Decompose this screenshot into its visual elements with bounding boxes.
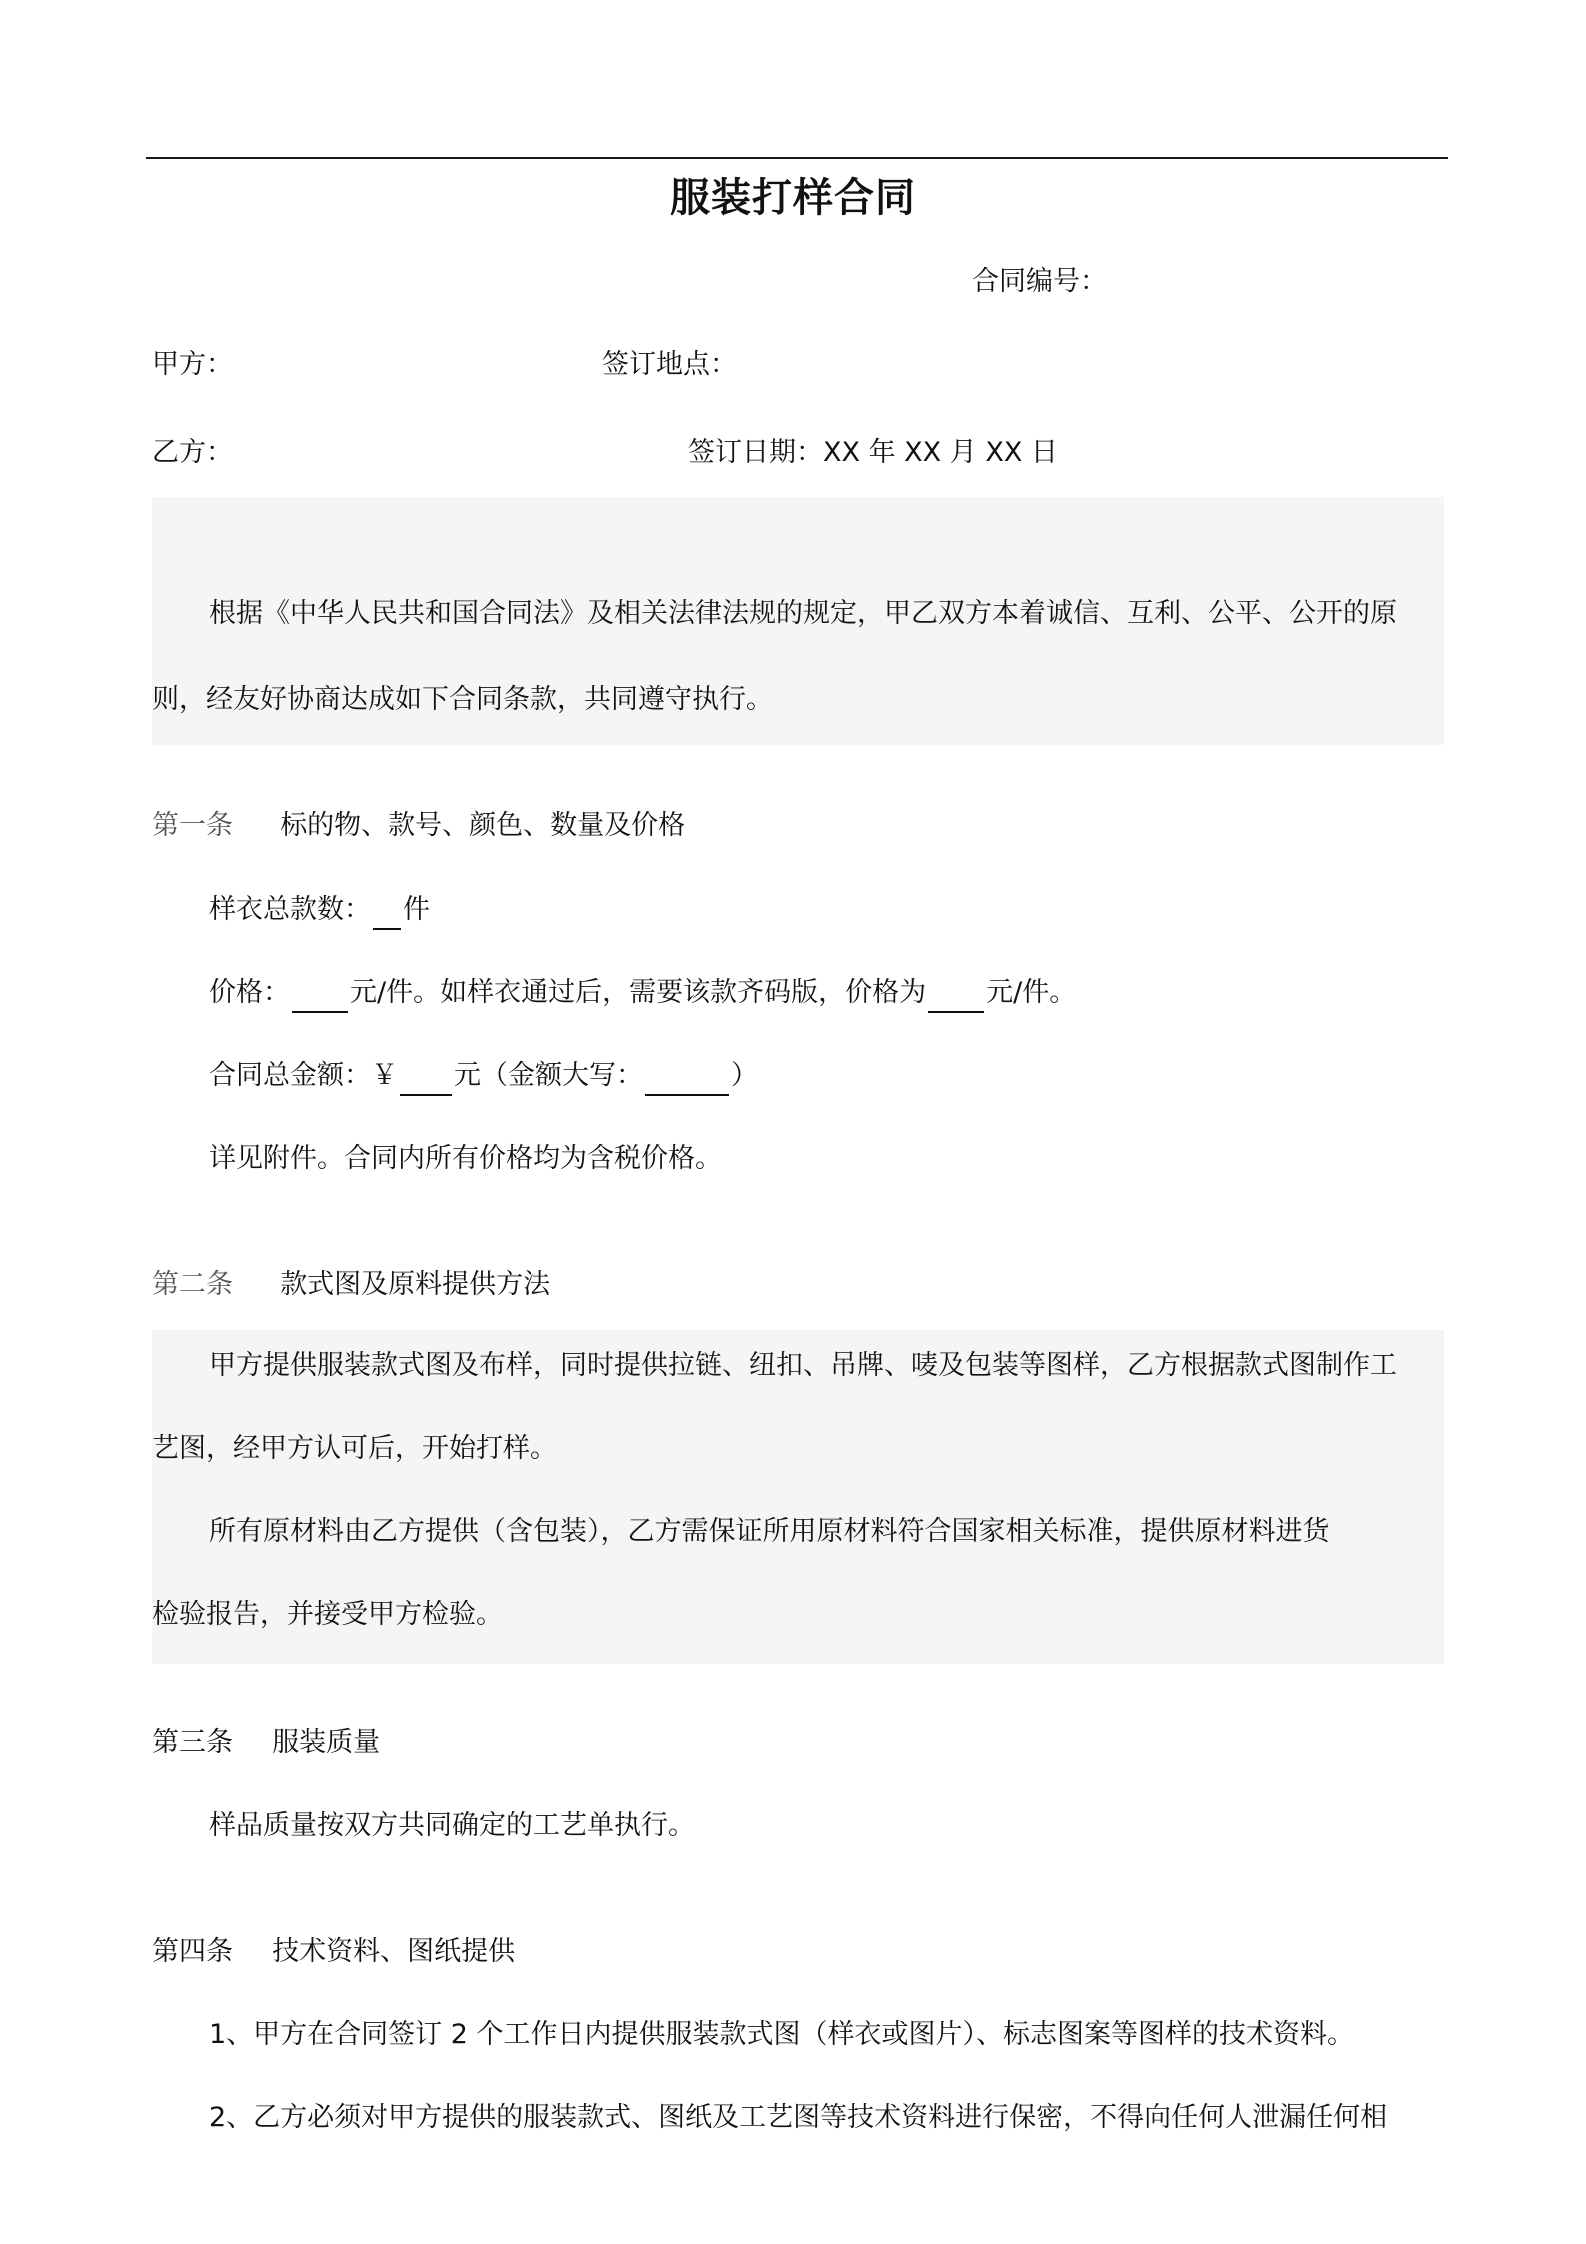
article-1-note: 详见附件。合同内所有价格均为含税价格。 bbox=[209, 1143, 722, 1174]
article-2-p1-line-2: 艺图，经甲方认可后，开始打样。 bbox=[152, 1433, 557, 1464]
price-unit-b: 元/件。 bbox=[986, 977, 1077, 1008]
price-unit-a: 元/件。如样衣通过后，需要该款齐码版，价格为 bbox=[350, 977, 927, 1008]
total-amount-end: ） bbox=[731, 1060, 758, 1091]
article-2-number: 第二条 bbox=[152, 1269, 233, 1300]
article-1-title: 标的物、款号、颜色、数量及价格 bbox=[280, 810, 686, 841]
article-3-body: 样品质量按双方共同确定的工艺单执行。 bbox=[209, 1810, 695, 1841]
article-1-heading bbox=[152, 806, 685, 846]
party-b-label: 乙方： bbox=[152, 437, 233, 468]
article-2-p2-line-2: 检验报告，并接受甲方检验。 bbox=[152, 1599, 503, 1630]
total-amount-mid: 元（金额大写： bbox=[454, 1060, 643, 1091]
article-4-heading bbox=[152, 1932, 515, 1972]
price-label: 价格： bbox=[209, 977, 290, 1008]
total-amount-label: 合同总金额：￥ bbox=[209, 1060, 398, 1091]
total-styles-unit: 件 bbox=[403, 894, 430, 925]
sign-date-label: 签订日期：XX 年 XX 月 XX 日 bbox=[688, 437, 1058, 468]
amount-in-words-blank[interactable] bbox=[645, 1064, 729, 1096]
sign-place-label: 签订地点： bbox=[602, 349, 737, 380]
header-rule bbox=[146, 157, 1448, 159]
article-4-number: 第四条 bbox=[152, 1936, 233, 1967]
article-2-heading bbox=[152, 1265, 550, 1305]
article-4-item-1: 1、甲方在合同签订 2 个工作日内提供服装款式图（样衣或图片）、标志图案等图样的技术资料。 bbox=[209, 2019, 1355, 2050]
article-3-heading bbox=[152, 1723, 380, 1763]
total-styles-line bbox=[209, 890, 430, 930]
article-4-title: 技术资料、图纸提供 bbox=[272, 1936, 516, 1967]
document-title: 服装打样合同 bbox=[670, 175, 916, 221]
preamble-line-2: 则，经友好协商达成如下合同条款，共同遵守执行。 bbox=[152, 684, 773, 715]
total-styles-label: 样衣总款数： bbox=[209, 894, 371, 925]
price-line bbox=[209, 973, 1076, 1013]
party-a-label: 甲方： bbox=[152, 349, 233, 380]
article-1-number: 第一条 bbox=[152, 810, 233, 841]
article-2-p1-line-1: 甲方提供服装款式图及布样，同时提供拉链、纽扣、吊牌、唛及包装等图样，乙方根据款式图制作工 bbox=[209, 1350, 1397, 1381]
article-2-p2-line-1: 所有原材料由乙方提供（含包装），乙方需保证所用原材料符合国家相关标准，提供原材料进货 bbox=[209, 1516, 1330, 1547]
total-amount-blank[interactable] bbox=[400, 1064, 452, 1096]
article-4-item-2: 2、乙方必须对甲方提供的服装款式、图纸及工艺图等技术资料进行保密，不得向任何人泄漏任何相 bbox=[209, 2102, 1388, 2133]
article-3-number: 第三条 bbox=[152, 1727, 233, 1758]
article-3-title: 服装质量 bbox=[272, 1727, 381, 1758]
total-amount-line bbox=[209, 1056, 758, 1096]
contract-number-label: 合同编号： bbox=[972, 266, 1107, 297]
price-blank[interactable] bbox=[292, 981, 348, 1013]
total-styles-blank[interactable] bbox=[373, 898, 401, 930]
article-2-title: 款式图及原料提供方法 bbox=[280, 1269, 551, 1300]
preamble-line-1: 根据《中华人民共和国合同法》及相关法律法规的规定，甲乙双方本着诚信、互利、公平、公开的原 bbox=[209, 598, 1397, 629]
full-size-price-blank[interactable] bbox=[928, 981, 984, 1013]
